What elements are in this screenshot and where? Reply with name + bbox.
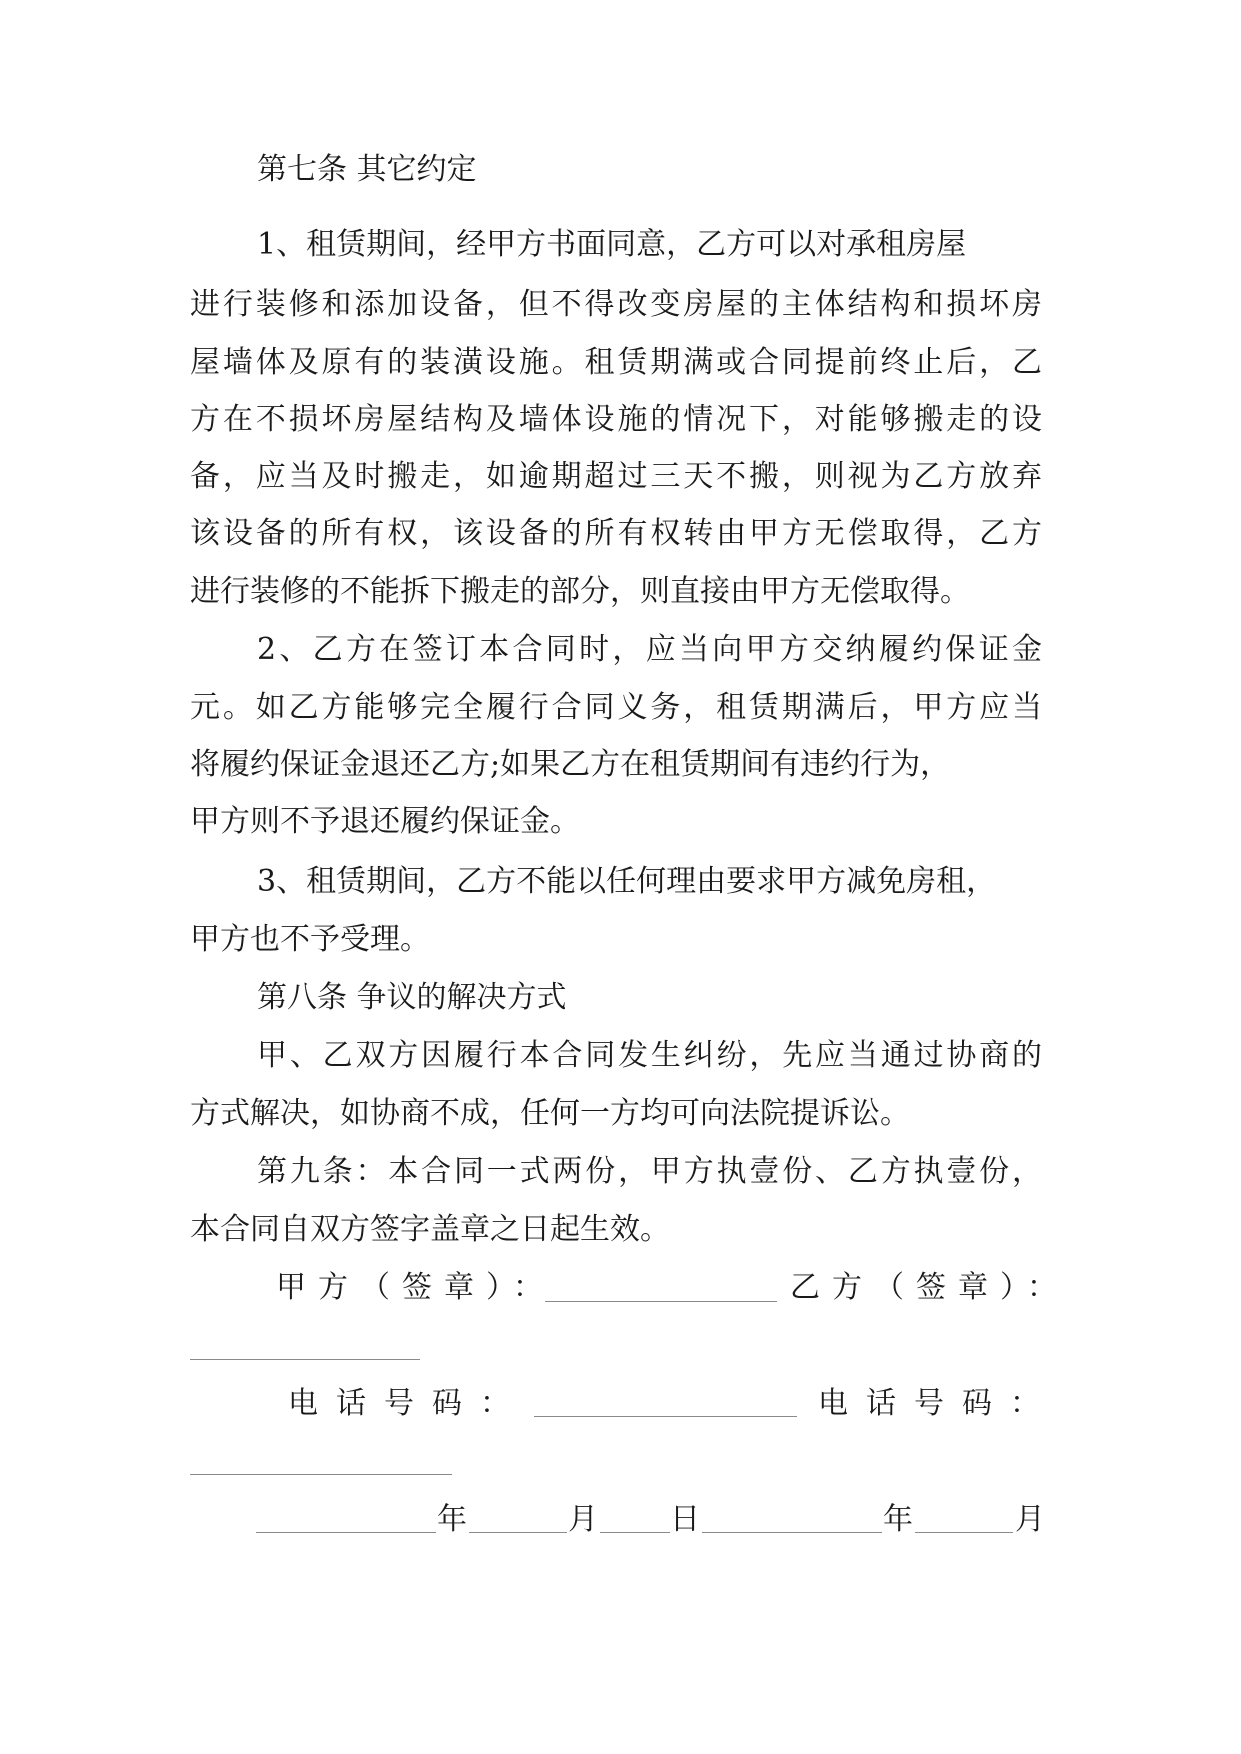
article9-line1: 第九条：本合同一式两份，甲方执壹份、乙方执壹份， (257, 1154, 1042, 1189)
phone-b-label: 电话号码： (818, 1386, 1058, 1421)
item3-line2: 甲方也不予受理。 (190, 922, 430, 957)
date-a-month-blank (469, 1532, 567, 1533)
article9-line2: 本合同自双方签字盖章之日起生效。 (190, 1212, 670, 1247)
item2-line1: 2、乙方在签订本合同时，应当向甲方交纳履约保证金 (257, 632, 1042, 667)
item1-line7: 进行装修的不能拆下搬走的部分，则直接由甲方无偿取得。 (190, 574, 970, 609)
party-a-label: 甲方（签章）： (276, 1270, 555, 1305)
date-b-year-blank (702, 1532, 882, 1533)
date-b-year: 年 (883, 1502, 913, 1537)
date-b-month-blank (915, 1532, 1013, 1533)
date-a-year: 年 (437, 1502, 467, 1537)
item1-line4: 方在不损坏房屋结构及墙体设施的情况下，对能够搬走的设 (190, 402, 1042, 437)
date-a-day: 日 (670, 1502, 700, 1537)
date-a-month: 月 (568, 1502, 598, 1537)
item1-line1: 1、租赁期间，经甲方书面同意，乙方可以对承租房屋 (257, 227, 967, 262)
article7-heading: 第七条 其它约定 (257, 152, 477, 187)
article8-line1: 甲、乙双方因履行本合同发生纠纷，先应当通过协商的 (257, 1038, 1042, 1073)
item1-line3: 屋墙体及原有的装潢设施。租赁期满或合同提前终止后，乙 (190, 345, 1042, 380)
item2-line2: 元。如乙方能够完全履行合同义务，租赁期满后，甲方应当 (190, 690, 1042, 725)
phone-a-label: 电话号码： (288, 1386, 528, 1421)
date-a-year-blank (256, 1532, 436, 1533)
item1-line2: 进行装修和添加设备，但不得改变房屋的主体结构和损坏房 (190, 287, 1042, 322)
phone-b-line (190, 1474, 452, 1475)
item2-line4: 甲方则不予退还履约保证金。 (190, 804, 580, 839)
item1-line5: 备，应当及时搬走，如逾期超过三天不搬，则视为乙方放弃 (190, 459, 1042, 494)
date-b-month: 月 (1015, 1502, 1045, 1537)
party-b-label: 乙方（签章）： (790, 1270, 1069, 1305)
item2-line3: 将履约保证金退还乙方;如果乙方在租赁期间有违约行为， (190, 747, 951, 782)
party-b-signature-line (190, 1359, 420, 1360)
phone-a-line (534, 1416, 797, 1417)
date-a-day-blank (600, 1532, 670, 1533)
party-a-signature-line (545, 1301, 777, 1302)
article8-heading: 第八条 争议的解决方式 (257, 980, 567, 1015)
item3-line1: 3、租赁期间，乙方不能以任何理由要求甲方减免房租， (257, 864, 997, 899)
article8-line2: 方式解决，如协商不成，任何一方均可向法院提诉讼。 (190, 1096, 910, 1131)
item1-line6: 该设备的所有权，该设备的所有权转由甲方无偿取得，乙方 (190, 516, 1042, 551)
